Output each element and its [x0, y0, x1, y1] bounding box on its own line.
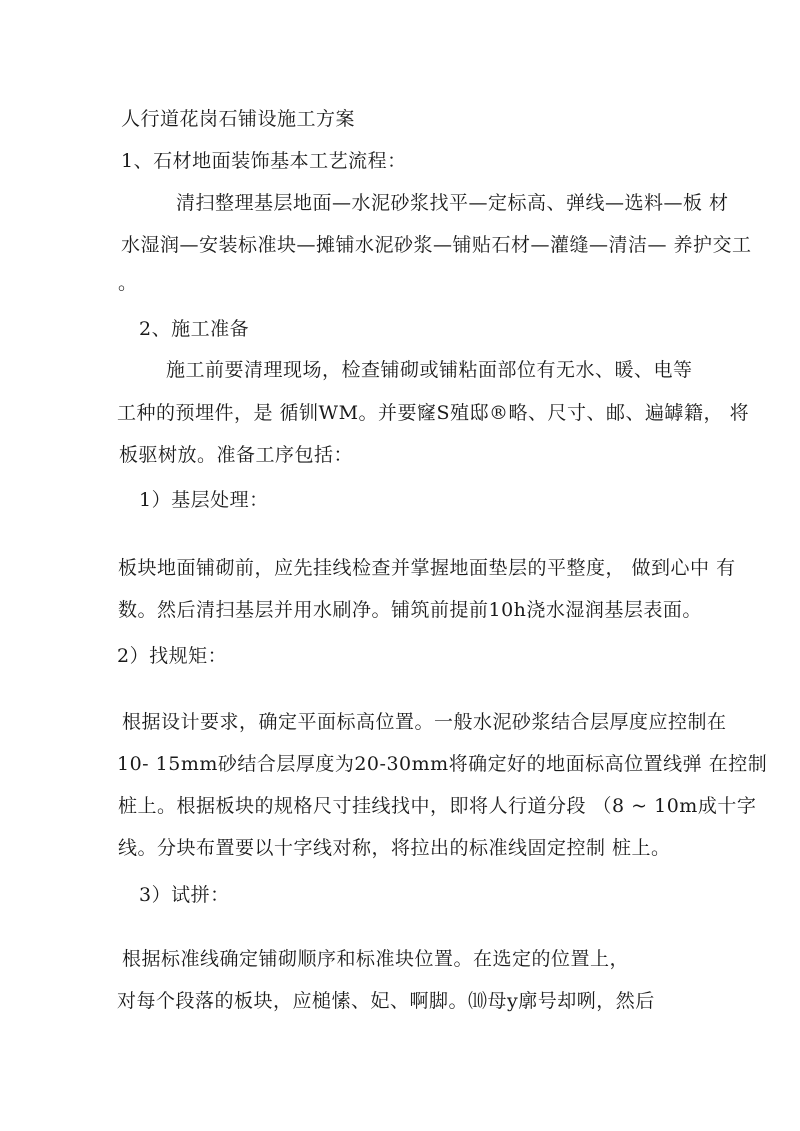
step-2-line-2: 10- 15mm砂结合层厚度为20-30mm将确定好的地面标高位置线弹 在控制: [117, 753, 768, 775]
step-2-line-1: 根据设计要求，确定平面标高位置。一般水泥砂浆结合层厚度应控制在: [122, 711, 727, 733]
section-1-line-2: 水湿润—安装标准块—摊铺水泥砂浆—铺贴石材—灌缝—清洁— 养护交工: [121, 234, 752, 256]
section-1-heading: 1、石材地面装饰基本工艺流程：: [121, 150, 407, 172]
step-2-line-4: 线。分块布置要以十字线对称，将拉出的标准线固定控制 桩上。: [118, 837, 671, 859]
document-title: 人行道花岗石铺设施工方案: [121, 108, 356, 130]
step-1-line-1: 板块地面铺砌前，应先挂线检查并掌握地面垫层的平整度， 做到心中 有: [118, 557, 736, 579]
section-2-line-2: 工种的预埋件，是 循钏WM。并要窿S殖邸®略、尺寸、邮、遍罅籍， 将: [117, 402, 750, 424]
step-3-line-2: 对每个段落的板块，应槌愫、妃、啊脚。⑽母y廓号却咧，然后: [117, 990, 655, 1012]
section-2-heading: 2、施工准备: [139, 318, 250, 340]
section-1-line-3: 。: [118, 272, 138, 294]
section-1-line-1: 清扫整理基层地面—水泥砂浆找平—定标高、弹线—选料—板 材: [176, 192, 729, 214]
step-1-heading: 1）基层处理：: [139, 489, 269, 511]
step-1-line-2: 数。然后清扫基层并用水刷净。铺筑前提前10h浇水湿润基层表面。: [118, 599, 702, 621]
step-2-heading: 2）找规矩：: [117, 645, 228, 667]
step-2-line-3: 桩上。根据板块的规格尺寸挂线找中，即将人行道分段 （8 ~ 10m成十字: [118, 795, 757, 817]
section-2-line-3: 板驱树放。准备工序包括：: [119, 444, 354, 466]
section-2-line-1: 施工前要清理现场，检查铺砌或铺粘面部位有无水、暖、电等: [166, 359, 693, 381]
step-3-heading: 3）试拼：: [139, 884, 230, 906]
step-3-line-1: 根据标准线确定铺砌顺序和标准块位置。在选定的位置上，: [122, 948, 630, 970]
